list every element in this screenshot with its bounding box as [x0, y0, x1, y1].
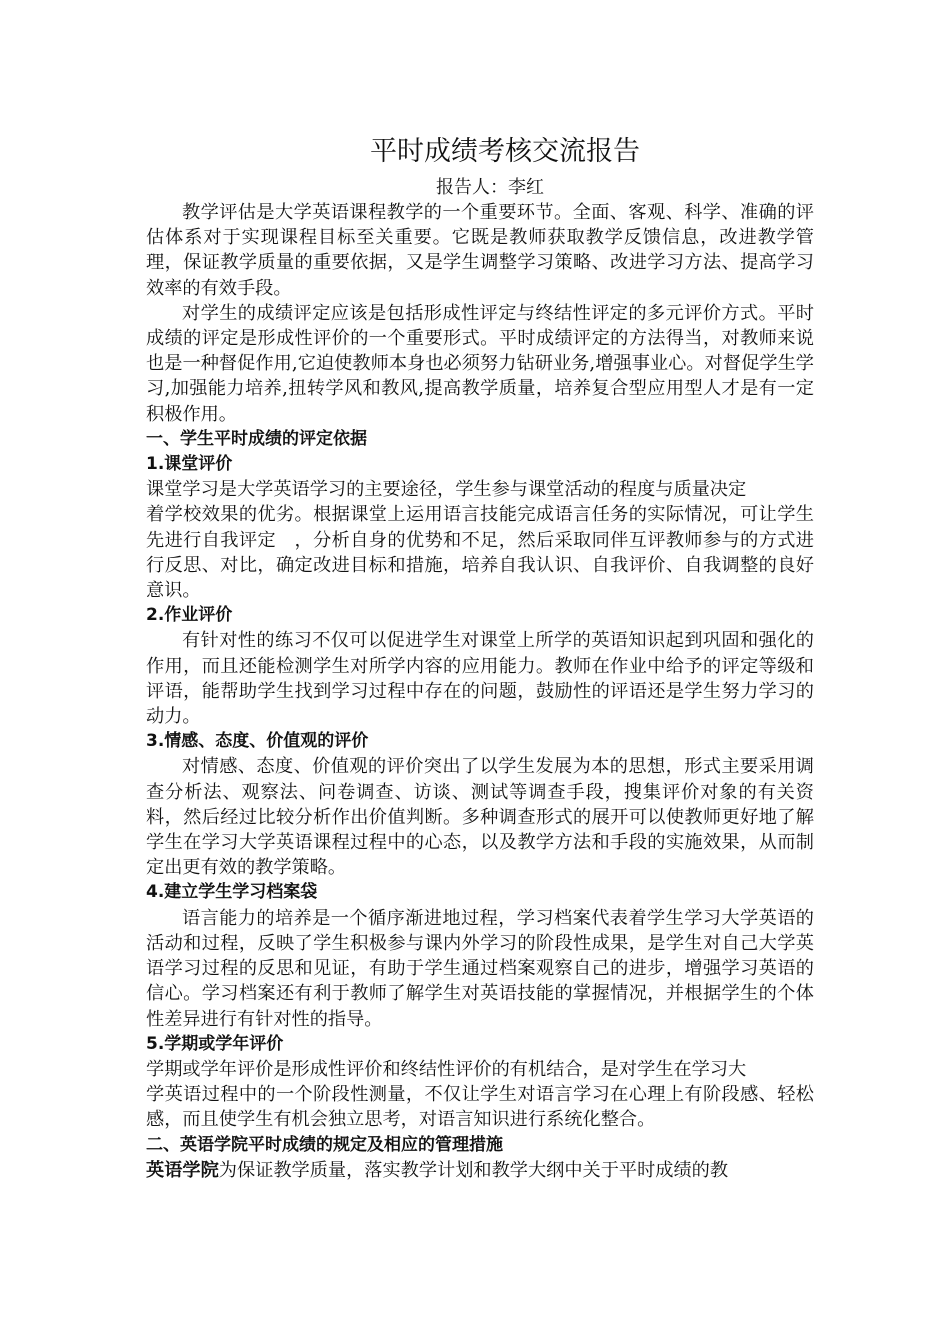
paragraph-term-line1: 学期或学年评价是形成性评价和终结性评价的有机结合，是对学生在学习大 — [146, 1058, 747, 1080]
english-college-text: 为保证教学质量，落实教学计划和教学大纲中关于平时成绩的教 — [218, 1159, 729, 1181]
subheading-attitude-evaluation: 3.情感、态度、价值观的评价 — [146, 731, 369, 752]
paragraph-classroom-line1: 课堂学习是大学英语学习的主要途径，学生参与课堂活动的程度与质量决定 — [146, 479, 747, 501]
subheading-portfolio: 4.建立学生学习档案袋 — [146, 882, 318, 903]
subheading-term-evaluation: 5.学期或学年评价 — [146, 1033, 284, 1054]
subheading-classroom-evaluation: 1.课堂评价 — [146, 454, 233, 475]
reporter-line: 报告人：李红 — [436, 177, 544, 198]
paragraph-portfolio: 语言能力的培养是一个循序渐进地过程，学习档案代表着学生学习大学英语的活动和过程，反映了学生积极参与课内外学习的阶段性成果，是学生对自己大学英语学习过程的反思和见证，有助于学生通过档案观察自己的进步，增强学习英语的信心。学习档案还有利于教师了解学生对英语技能的掌握情况，并根据学生的个体性差异进行有针对性的指导。 — [146, 907, 814, 1030]
section-heading-2: 二、英语学院平时成绩的规定及相应的管理措施 — [146, 1134, 503, 1155]
section-heading-1: 一、学生平时成绩的评定依据 — [146, 428, 367, 449]
paragraph-classroom-rest: 着学校效果的优劣。根据课堂上运用语言技能完成语言任务的实际情况，可让学生先进行自我评定 ，分析自身的优势和不足，然后采取同伴互评教师参与的方式进行反思、对比，确定改进目标和措施，培养自我认识、自我评价、自我调整的良好意识。 — [146, 504, 814, 602]
document-title: 平时成绩考核交流报告 — [370, 136, 640, 167]
paragraph-intro: 教学评估是大学英语课程教学的一个重要环节。全面、客观、科学、准确的评估体系对于实现课程目标至关重要。它既是教师获取教学反馈信息，改进教学管理，保证教学质量的重要依据，又是学生调整学习策略、改进学习方法、提高学习效率的有效手段。 — [146, 202, 814, 299]
subheading-homework-evaluation: 2.作业评价 — [146, 605, 233, 626]
english-college-label: 英语学院 — [146, 1159, 219, 1181]
paragraph-english-college — [146, 1158, 814, 1183]
paragraph-evaluation-methods: 对学生的成绩评定应该是包括形成性评定与终结性评定的多元评价方式。平时成绩的评定是形成性评价的一个重要形式。平时成绩评定的方法得当，对教师来说也是一种督促作用,它迫使教师本身也必须努力钻研业务,增强事业心。对督促学生学习,加强能力培养,扭转学风和教风,提高教学质量，培养复合型应用型人才是有一定积极作用。 — [146, 302, 814, 425]
document-body — [146, 200, 814, 1183]
paragraph-homework: 有针对性的练习不仅可以促进学生对课堂上所学的英语知识起到巩固和强化的作用，而且还能检测学生对所学内容的应用能力。教师在作业中给予的评定等级和评语，能帮助学生找到学习过程中存在的问题，鼓励性的评语还是学生努力学习的动力。 — [146, 630, 814, 728]
paragraph-term-rest: 学英语过程中的一个阶段性测量，不仅让学生对语言学习在心理上有阶段感、轻松感，而且使学生有机会独立思考，对语言知识进行系统化整合。 — [146, 1084, 814, 1131]
paragraph-attitude: 对情感、态度、价值观的评价突出了以学生发展为本的思想，形式主要采用调查分析法、观察法、问卷调查、访谈、测试等调查手段，搜集评价对象的有关资料，然后经过比较分析作出价值判断。多种调查形式的展开可以使教师更好地了解学生在学习大学英语课程过程中的心态，以及教学方法和手段的实施效果，从而制定出更有效的教学策略。 — [146, 756, 814, 879]
